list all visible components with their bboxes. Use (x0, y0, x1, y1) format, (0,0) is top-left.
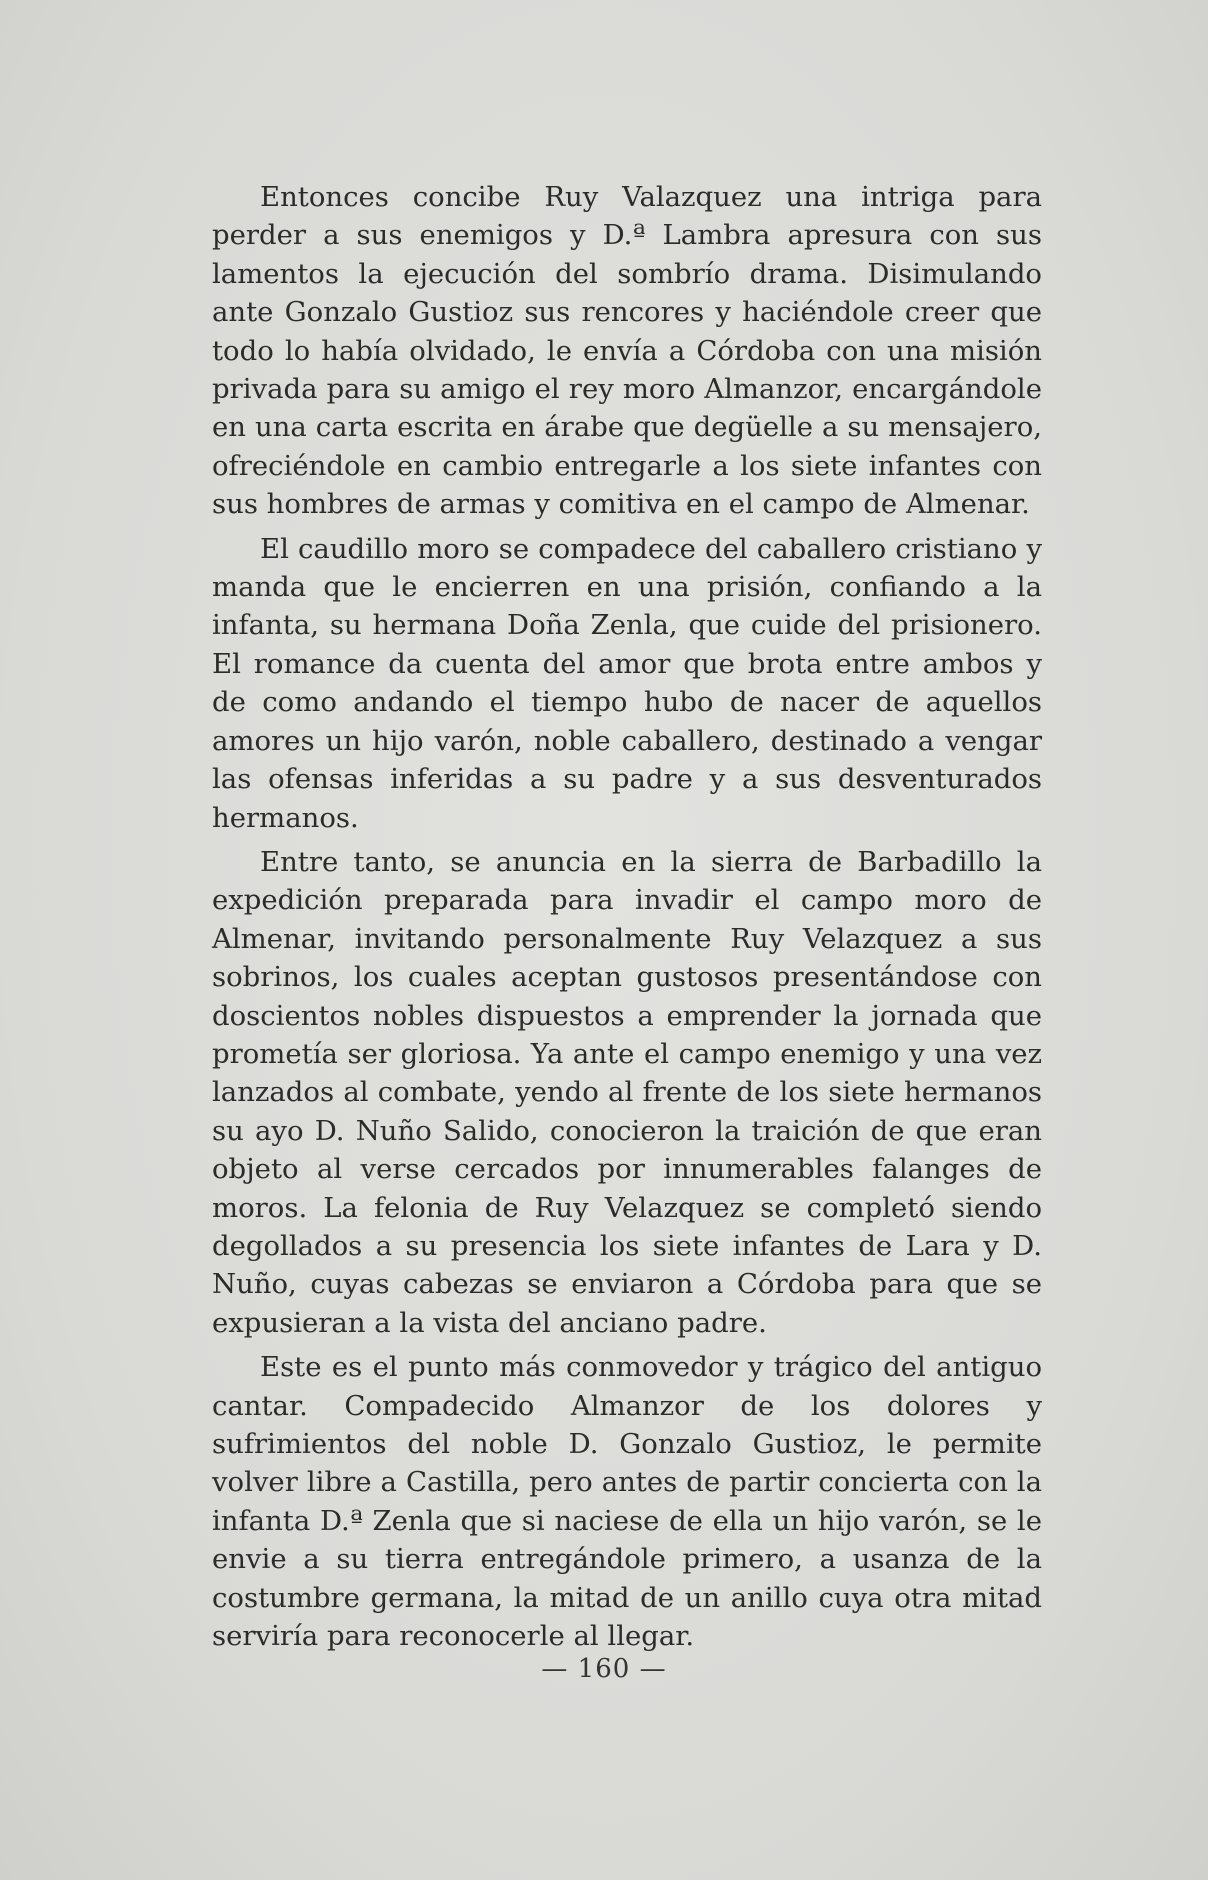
page-number: — 160 — (541, 1654, 667, 1684)
body-text (212, 178, 1042, 1661)
paragraph-2: El caudillo moro se compadece del caballero cristiano y manda que le encierren en una prisión, confiando a la infanta, su hermana Doña Zenla, que cuide del prisionero. El romance da cuenta del amor que brota entre ambos y de como andando el tiempo hubo de nacer de aquellos amores un hijo varón, noble caballero, destinado a vengar las ofensas inferidas a su padre y a sus desventurados hermanos. (212, 532, 1042, 834)
paragraph-3: Entre tanto, se anuncia en la sierra de Barbadillo la expedición preparada para invadir el campo moro de Almenar, invitando personalmente Ruy Velazquez a sus sobrinos, los cuales aceptan gustosos presentándose con doscientos nobles dispuestos a emprender la jornada que prometía ser gloriosa. Ya ante el campo enemigo y una vez lanzados al combate, yendo al frente de los siete hermanos su ayo D. Nuño Salido, conocieron la traición de que eran objeto al verse cercados por innumerables falanges de moros. La felonia de Ruy Velazquez se completó siendo degollados a su presencia los siete infantes de Lara y D. Nuño, cuyas cabezas se enviaron a Córdoba para que se expusieran a la vista del anciano padre. (212, 845, 1042, 1339)
paragraph-1: Entonces concibe Ruy Valazquez una intriga para perder a sus enemigos y D.ª Lambra apresura con sus lamentos la ejecución del sombrío drama. Disimulando ante Gonzalo Gustioz sus rencores y haciéndole creer que todo lo había olvidado, le envía a Córdoba con una misión privada para su amigo el rey moro Almanzor, encargándole en una carta escrita en árabe que degüelle a su mensajero, ofreciéndole en cambio entregarle a los siete infantes con sus hombres de armas y comitiva en el campo de Almenar. (212, 181, 1042, 521)
paragraph-4: Este es el punto más conmovedor y trágico del antiguo cantar. Compadecido Almanzor de los dolores y sufrimientos del noble D. Gonzalo Gustioz, le permite volver libre a Castilla, pero antes de partir concierta con la infanta D.ª Zenla que si naciese de ella un hijo varón, se le envie a su tierra entregándole primero, a usanza de la costumbre germana, la mitad de un anillo cuya otra mitad serviría para reconocerle al llegar. (212, 1351, 1042, 1653)
